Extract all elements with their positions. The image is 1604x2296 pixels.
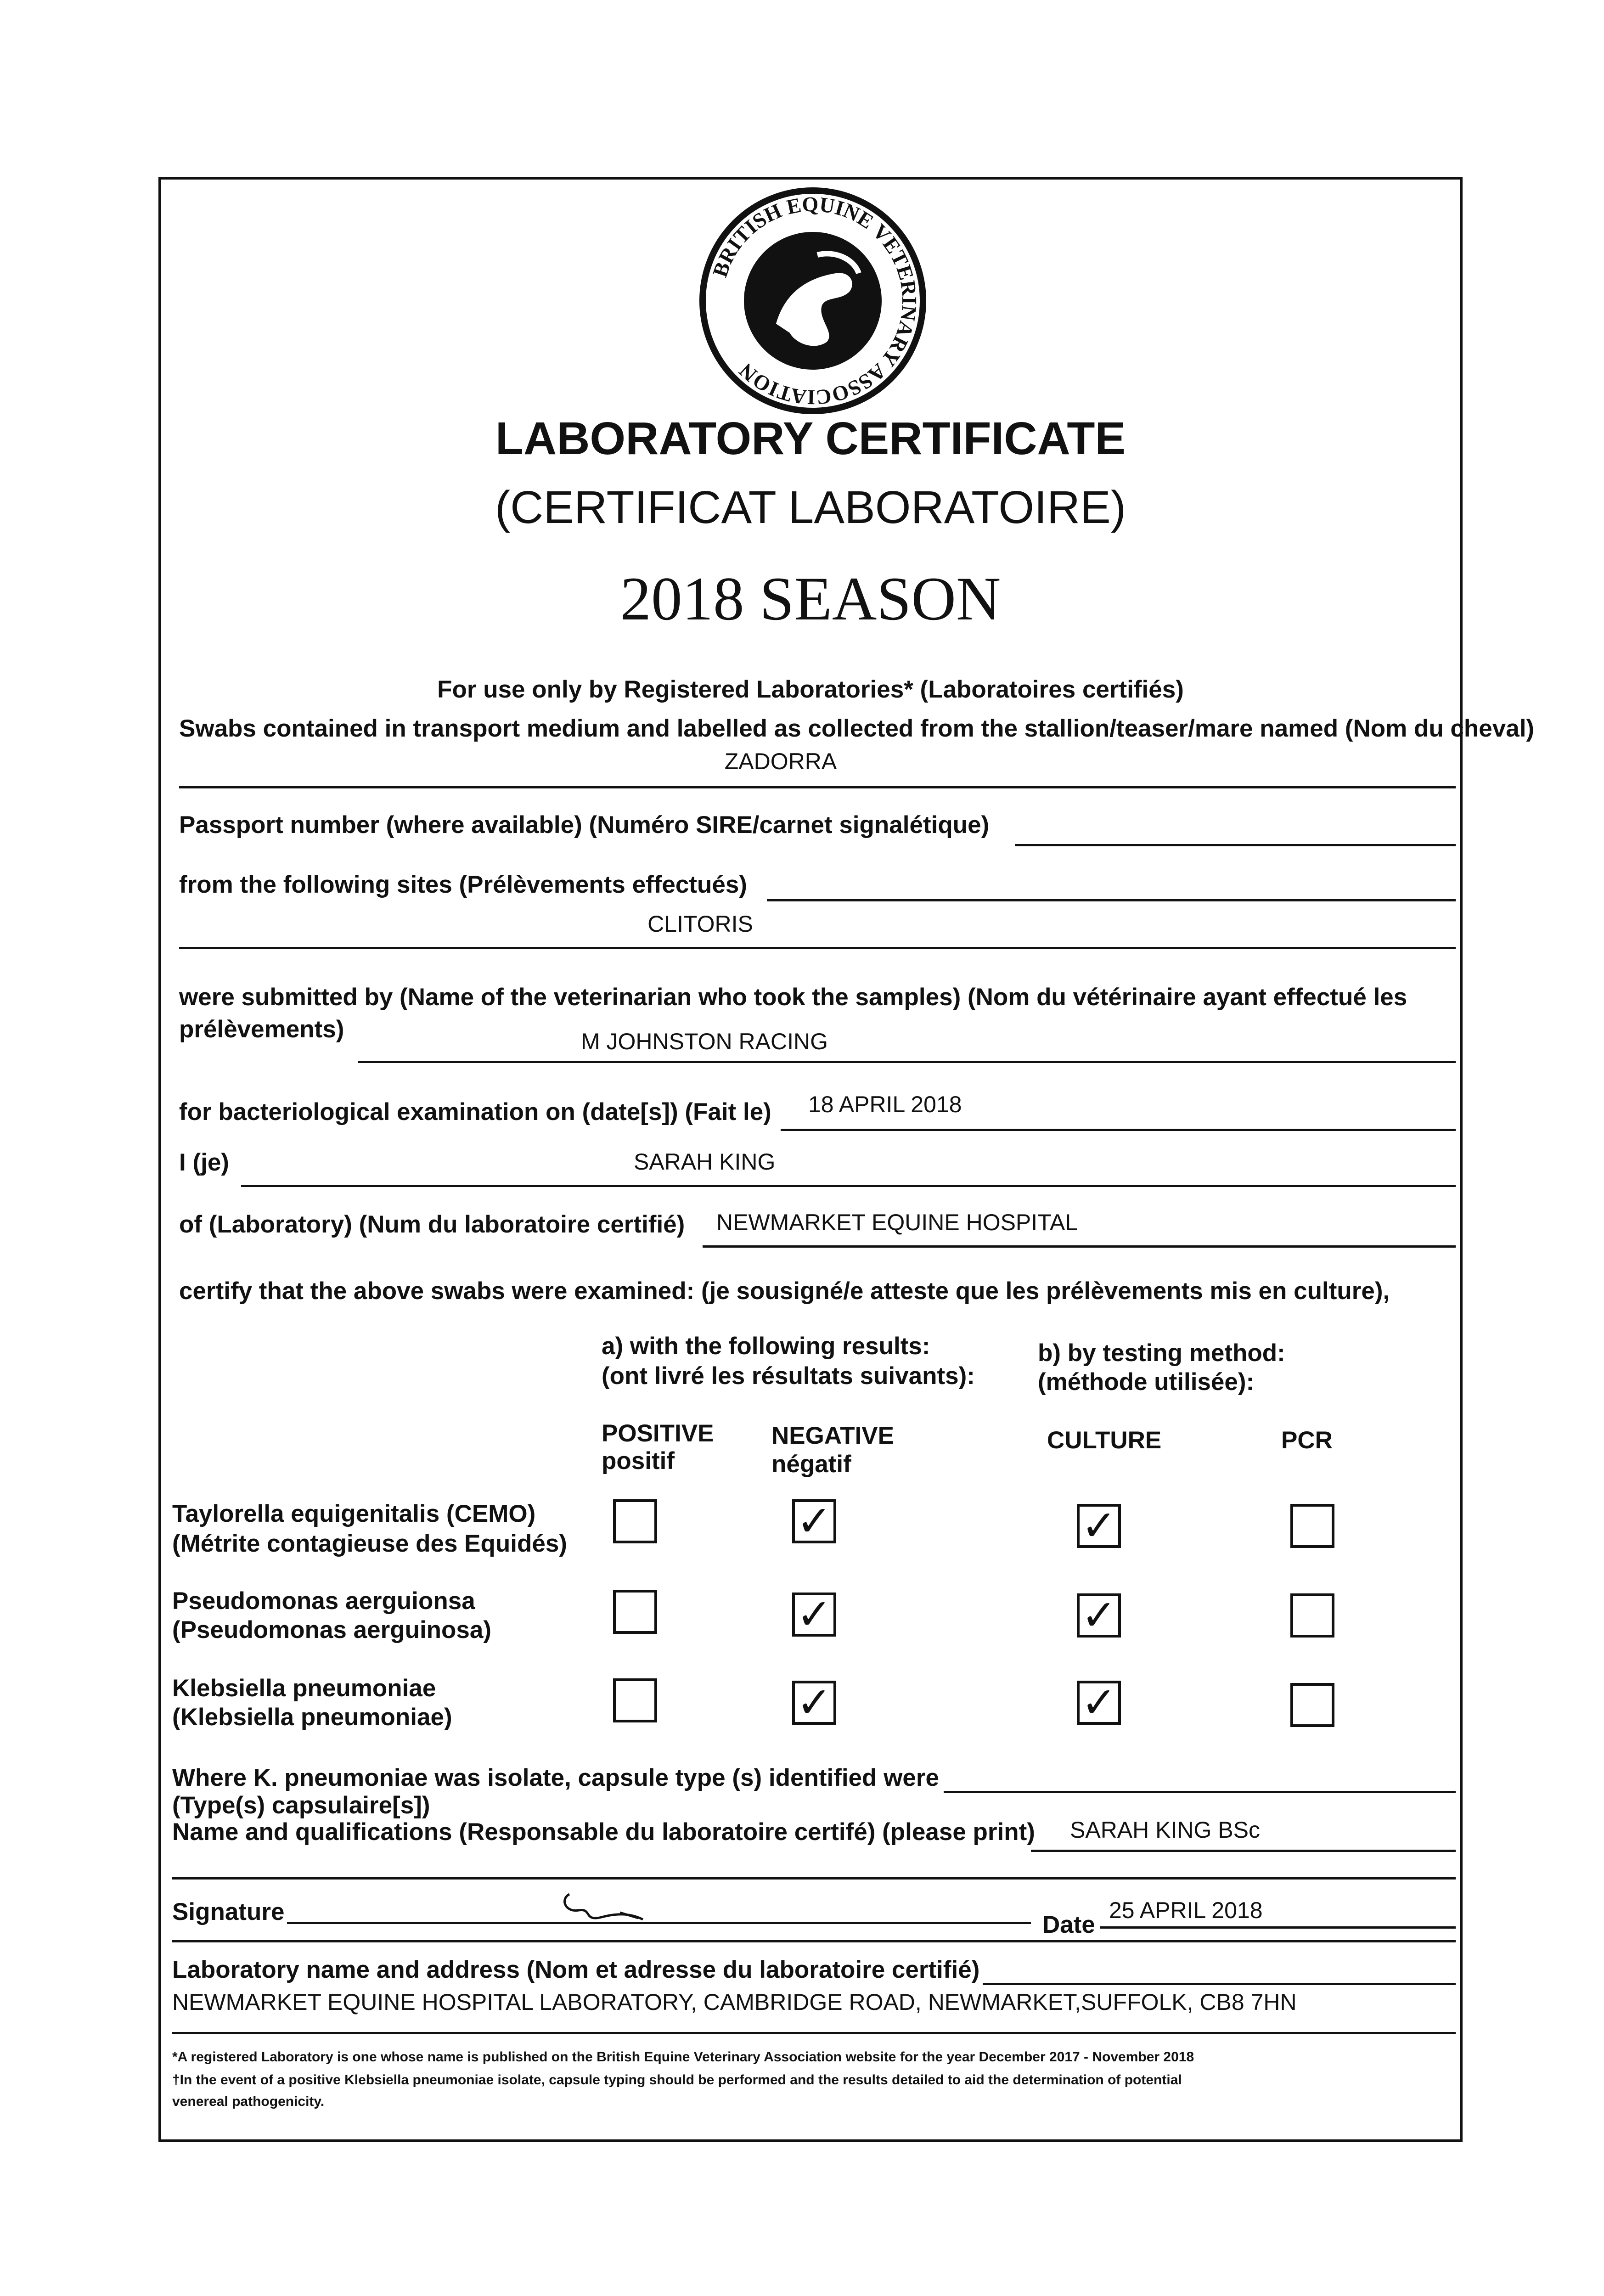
capsule-line: [944, 1791, 1456, 1793]
signature-label: Signature: [172, 1898, 285, 1925]
positive-checkbox[interactable]: [613, 1590, 657, 1634]
horse-name-value: ZADORRA: [724, 748, 837, 774]
horse-name-line: [179, 786, 1456, 788]
organism-name-fr: (Pseudomonas aerguinosa): [172, 1616, 492, 1643]
laboratory-line: [703, 1245, 1456, 1248]
negative-checkbox[interactable]: [792, 1593, 836, 1637]
capsule-label-2: (Type(s) capsulaire[s]): [172, 1792, 430, 1819]
positive-heading-fr: positif: [602, 1447, 675, 1474]
footnote-klebsiella: †In the event of a positive Klebsiella pneumoniae isolate, capsule typing should be performed and the results detailed to aid the determination of potential: [172, 2072, 1182, 2088]
certify-statement: certify that the above swabs were examined: (je sousigné/e atteste que les prélèvements mis en culture),: [179, 1277, 1390, 1305]
exam-date-label: for bacteriological examination on (date[s]) (Fait le): [179, 1098, 771, 1125]
certificate-title: LABORATORY CERTIFICATE: [495, 413, 1126, 464]
submitted-label-2: prélèvements): [179, 1016, 344, 1043]
i-je-line: [241, 1185, 1456, 1187]
capsule-label-1: Where K. pneumoniae was isolate, capsule type (s) identified were: [172, 1764, 939, 1791]
method-heading-1: b) by testing method:: [1038, 1339, 1285, 1367]
method-heading-2: (méthode utilisée):: [1038, 1368, 1255, 1396]
handwritten-signature: [551, 1885, 661, 1931]
certificate-subtitle: (CERTIFICAT LABORATOIRE): [495, 482, 1126, 533]
negative-checkbox[interactable]: [792, 1681, 836, 1725]
date-label: Date: [1042, 1911, 1095, 1938]
lab-address-value: NEWMARKET EQUINE HOSPITAL LABORATORY, CAMBRIDGE ROAD, NEWMARKET,SUFFOLK, CB8 7HN: [172, 1989, 1297, 2015]
qualifications-line: [1031, 1850, 1456, 1852]
i-je-label: I (je): [179, 1149, 229, 1176]
qualifications-line-2: [172, 1877, 1456, 1880]
check-mark-icon: ✓: [796, 1498, 832, 1545]
results-heading-1: a) with the following results:: [602, 1333, 930, 1360]
date-line: [1100, 1926, 1456, 1929]
date-value: 25 APRIL 2018: [1109, 1897, 1263, 1923]
check-mark-icon: ✓: [796, 1679, 832, 1726]
culture-checkbox[interactable]: [1077, 1504, 1121, 1548]
organism-name: Taylorella equigenitalis (CEMO): [172, 1500, 536, 1527]
culture-heading: CULTURE: [1047, 1427, 1162, 1454]
exam-date-value: 18 APRIL 2018: [808, 1092, 962, 1117]
culture-checkbox[interactable]: [1077, 1681, 1121, 1725]
beva-logo: [698, 186, 928, 416]
passport-label: Passport number (where available) (Numéro SIRE/carnet signalétique): [179, 811, 990, 838]
laboratory-value: NEWMARKET EQUINE HOSPITAL: [716, 1210, 1078, 1235]
negative-checkbox[interactable]: [792, 1499, 836, 1543]
pcr-checkbox[interactable]: [1290, 1593, 1334, 1638]
lab-address-label: Laboratory name and address (Nom et adresse du laboratoire certifié): [172, 1956, 980, 1983]
submitted-value: M JOHNSTON RACING: [581, 1029, 828, 1054]
negative-heading: NEGATIVE: [771, 1422, 894, 1449]
submitted-label-1: were submitted by (Name of the veterinarian who took the samples) (Nom du vétérinaire ayant effectué les: [179, 984, 1407, 1011]
organism-name: Pseudomonas aerguionsa: [172, 1587, 475, 1615]
check-mark-icon: ✓: [1081, 1503, 1117, 1549]
qualifications-value: SARAH KING BSc: [1070, 1817, 1260, 1843]
culture-checkbox[interactable]: [1077, 1593, 1121, 1638]
positive-checkbox[interactable]: [613, 1678, 657, 1722]
positive-heading: POSITIVE: [602, 1420, 714, 1447]
organism-name: Klebsiella pneumoniae: [172, 1675, 436, 1702]
sites-line-2: [179, 947, 1456, 949]
sites-line-1: [767, 899, 1456, 901]
separator-line: [172, 1940, 1456, 1942]
lab-address-line-2: [172, 2032, 1456, 2034]
negative-heading-fr: négatif: [771, 1451, 851, 1478]
season-heading: 2018 SEASON: [620, 565, 1001, 633]
organism-name-fr: (Métrite contagieuse des Equidés): [172, 1530, 567, 1557]
footnote-registered: *A registered Laboratory is one whose name is published on the British Equine Veterinary Association website for the year December 2017 - November 2018: [172, 2049, 1194, 2065]
footnote-klebsiella-cont: venereal pathogenicity.: [172, 2094, 325, 2109]
check-mark-icon: ✓: [1081, 1592, 1117, 1639]
certificate-border: [158, 177, 1463, 2142]
signatory-name-value: SARAH KING: [634, 1149, 776, 1175]
logo-text: BRITISH EQUINE VETERINARY ASSOCIATION: [708, 192, 922, 410]
sites-label: from the following sites (Prélèvements effectués): [179, 871, 747, 898]
pcr-heading: PCR: [1281, 1427, 1333, 1454]
intro-line-2: Swabs contained in transport medium and labelled as collected from the stallion/teaser/mare named (Nom du cheval): [179, 715, 1535, 742]
check-mark-icon: ✓: [1081, 1679, 1117, 1726]
passport-line: [1015, 844, 1456, 846]
results-heading-2: (ont livré les résultats suivants):: [602, 1362, 975, 1390]
exam-date-line: [781, 1129, 1456, 1131]
pcr-checkbox[interactable]: [1290, 1683, 1334, 1727]
check-mark-icon: ✓: [796, 1591, 832, 1638]
laboratory-label: of (Laboratory) (Num du laboratoire certifié): [179, 1211, 685, 1238]
lab-address-line-1: [983, 1983, 1456, 1985]
intro-line-1: For use only by Registered Laboratories* (Laboratoires certifiés): [437, 676, 1184, 703]
positive-checkbox[interactable]: [613, 1499, 657, 1543]
sites-value: CLITORIS: [647, 911, 753, 937]
submitted-line: [358, 1061, 1456, 1063]
organism-name-fr: (Klebsiella pneumoniae): [172, 1704, 452, 1731]
pcr-checkbox[interactable]: [1290, 1504, 1334, 1548]
qualifications-label: Name and qualifications (Responsable du laboratoire certifé) (please print): [172, 1818, 1035, 1846]
